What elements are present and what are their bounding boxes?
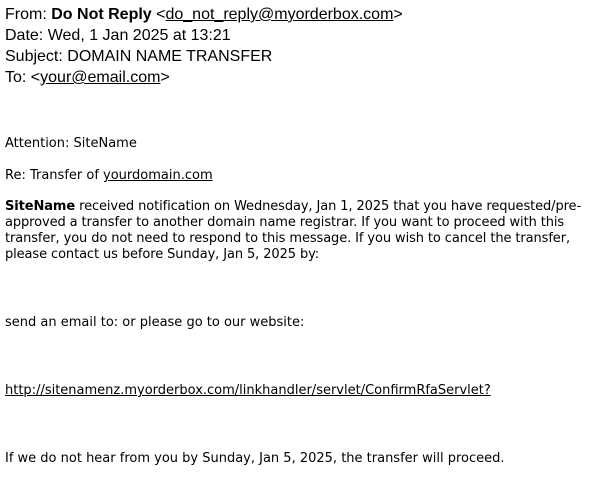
from-bracket-close: >	[393, 6, 403, 23]
confirm-transfer-link[interactable]: http://sitenamenz.myorderbox.com/linkhandler/servlet/ConfirmRfaServlet?	[5, 383, 491, 398]
subject-label: Subject:	[5, 48, 63, 65]
re-prefix: Re: Transfer of	[5, 168, 104, 183]
send-email-line: send an email to: or please go to our website:	[5, 315, 305, 330]
recipient-email-link[interactable]: your@email.com	[40, 69, 161, 86]
to-bracket-close: >	[160, 69, 170, 86]
attention-line: Attention: SiteName	[5, 136, 137, 151]
sitename-bold: SiteName	[5, 199, 76, 214]
to-line	[5, 67, 403, 88]
final-line: If we do not hear from you by Sunday, Jan 5, 2025, the transfer will proceed.	[5, 451, 505, 466]
to-bracket-open: <	[30, 69, 41, 86]
notification-paragraph	[5, 199, 597, 263]
from-label: From:	[5, 6, 47, 23]
date-line	[5, 25, 403, 46]
sender-email-link[interactable]: do_not_reply@myorderbox.com	[165, 6, 394, 23]
subject-value: DOMAIN NAME TRANSFER	[67, 48, 273, 65]
to-label: To:	[5, 69, 27, 86]
sender-name: Do Not Reply	[51, 6, 152, 23]
re-line	[5, 168, 597, 184]
from-bracket-open: <	[156, 6, 166, 23]
domain-link[interactable]: yourdomain.com	[103, 168, 213, 183]
from-line	[5, 4, 403, 25]
notification-text: received notification on Wednesday, Jan 1, 2025 that you have requested/pre-approved a transfer to another domain name registrar. If you want to proceed with this transfer, you do not need to respond to this message. If you wish to cancel the transfer, please contact us before Sunday, Jan 5, 2025 by:	[5, 199, 582, 262]
date-value: Wed, 1 Jan 2025 at 13:21	[47, 27, 231, 44]
url-line	[5, 383, 597, 399]
subject-line	[5, 46, 403, 67]
email-headers	[5, 4, 403, 88]
date-label: Date:	[5, 27, 44, 44]
